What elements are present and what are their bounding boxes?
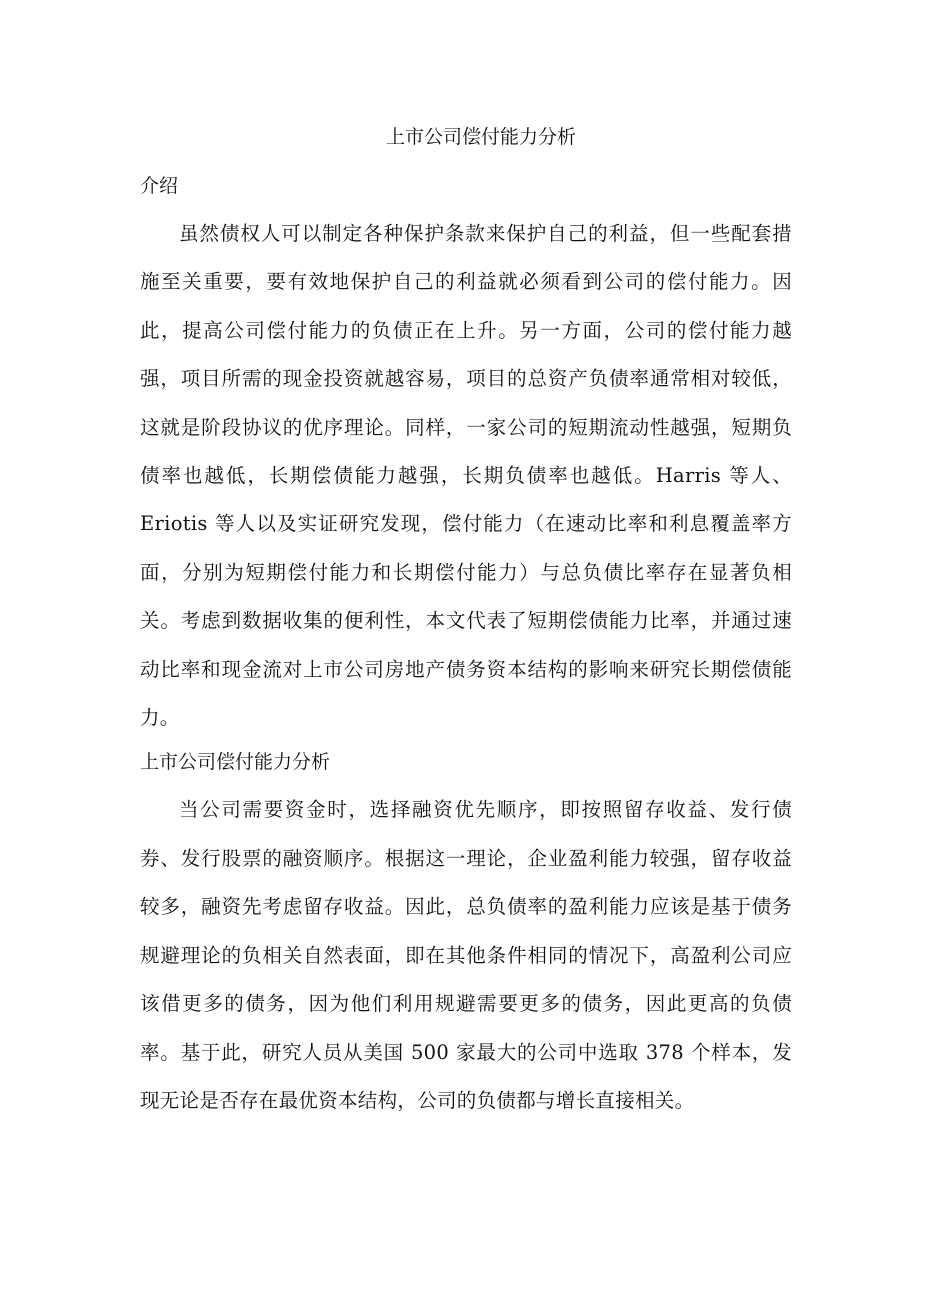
paragraph-solvency-analysis: 当公司需要资金时，选择融资优先顺序，即按照留存收益、发行债券、发行股票的融资顺序。根据这一理论，企业盈利能力较强，留存收益较多，融资先考虑留存收益。因此，总负债率的盈利能力应该是基于债务规避理论的负相关自然表面，即在其他条件相同的情况下，高盈利公司应该借更多的债务，因为他们利用规避需要更多的债务，因此更高的负债率。基于此，研究人员从美国 500 家最大的公司中选取 378 个样本，发现无论是否存在最优资本结构，公司的负债都与增长直接相关。 — [140, 798, 792, 1112]
paragraph-introduction: 虽然债权人可以制定各种保护条款来保护自己的利益，但一些配套措施至关重要，要有效地保护自己的利益就必须看到公司的偿付能力。因此，提高公司偿付能力的负债正在上升。另一方面，公司的偿付能力越强，项目所需的现金投资就越容易，项目的总资产负债率通常相对较低，这就是阶段协议的优序理论。同样，一家公司的短期流动性越强，短期负债率也越低，长期偿债能力越强，长期负债率也越低。Harris 等人、Eriotis 等人以及实证研究发现，偿付能力（在速动比率和利息覆盖率方面，分别为短期偿付能力和长期偿付能力）与总负债比率存在显著负相关。考虑到数据收集的便利性，本文代表了短期偿债能力比率，并通过速动比率和现金流对上市公司房地产债务资本结构的影响来研究长期偿债能力。 — [140, 222, 792, 730]
document-title: 上市公司偿付能力分析 — [385, 126, 576, 148]
section-heading-introduction: 介绍 — [140, 175, 179, 197]
section-heading-solvency-analysis: 上市公司偿付能力分析 — [140, 751, 331, 774]
document-body — [140, 118, 792, 1125]
